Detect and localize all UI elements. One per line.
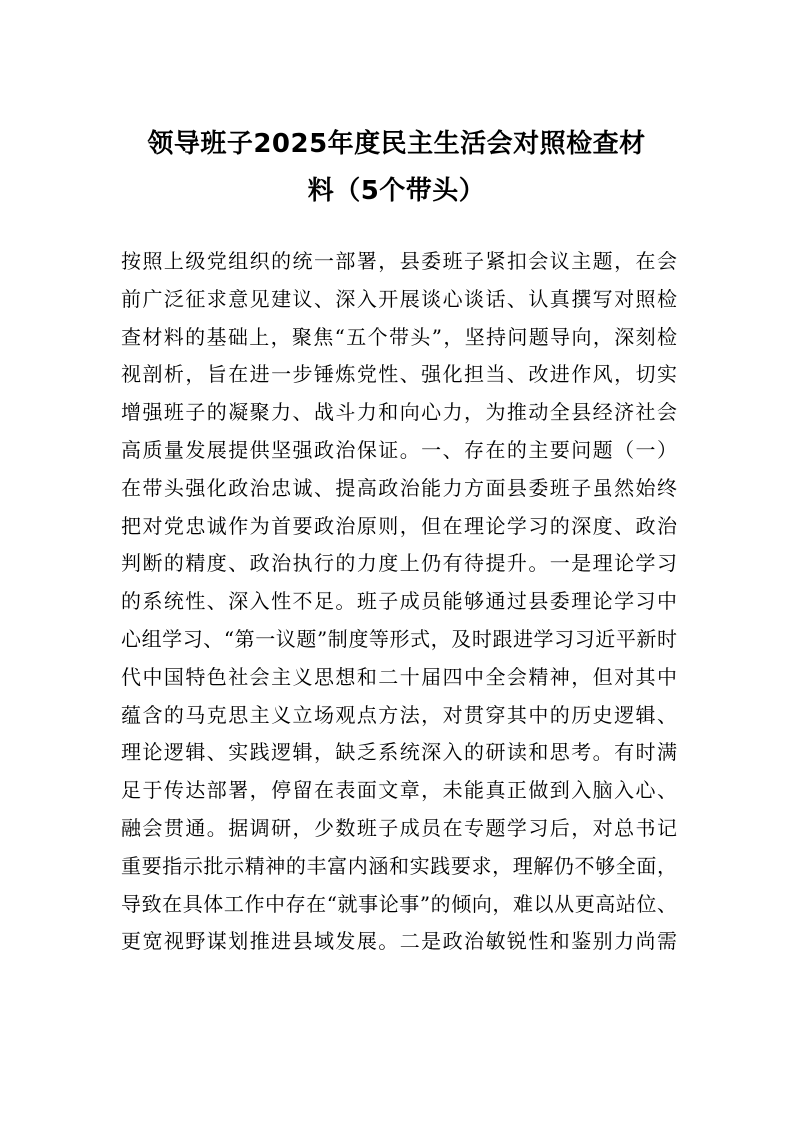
body-line: 判断的精度、政治执行的力度上仍有待提升。一是理论学习 [121,551,677,576]
body-line: 的系统性、深入性不足。班子成员能够通过县委理论学习中 [121,589,677,614]
title-line: 领导班子2025年度民主生活会对照检查材 [147,129,646,159]
body-line: 视剖析，旨在进一步锤炼党性、强化担当、改进作风，切实 [121,362,677,387]
body-line: 前广泛征求意见建议、深入开展谈心谈话、认真撰写对照检 [121,286,677,311]
body-line: 更宽视野谋划推进县域发展。二是政治敏锐性和鉴别力尚需 [121,929,677,954]
body-line: 查材料的基础上，聚焦“五个带头”，坚持问题导向，深刻检 [121,324,677,349]
body-line: 把对党忠诚作为首要政治原则，但在理论学习的深度、政治 [121,513,677,538]
body-paragraph [121,243,677,961]
body-line: 导致在具体工作中存在“就事论事”的倾向，难以从更高站位、 [121,891,677,916]
body-line: 足于传达部署，停留在表面文章，未能真正做到入脑入心、 [121,778,677,803]
body-line: 心组学习、“第一议题”制度等形式，及时跟进学习习近平新时 [121,626,677,651]
body-line: 蕴含的马克思主义立场观点方法，对贯穿其中的历史逻辑、 [121,702,677,727]
body-line: 重要指示批示精神的丰富内涵和实践要求，理解仍不够全面， [121,853,677,878]
body-line: 按照上级党组织的统一部署，县委班子紧扣会议主题，在会 [121,249,677,273]
body-line: 理论逻辑、实践逻辑，缺乏系统深入的研读和思考。有时满 [121,740,677,765]
document-title [100,121,693,215]
body-line: 增强班子的凝聚力、战斗力和向心力，为推动全县经济社会 [121,400,677,425]
body-line: 代中国特色社会主义思想和二十届四中全会精神，但对其中 [121,664,677,689]
body-line: 高质量发展提供坚强政治保证。一、存在的主要问题（一） [121,437,677,462]
body-line: 在带头强化政治忠诚、提高政治能力方面县委班子虽然始终 [121,475,677,500]
title-line: 料（5个带头） [307,176,486,206]
body-line: 融会贯通。据调研，少数班子成员在专题学习后，对总书记 [121,815,677,840]
